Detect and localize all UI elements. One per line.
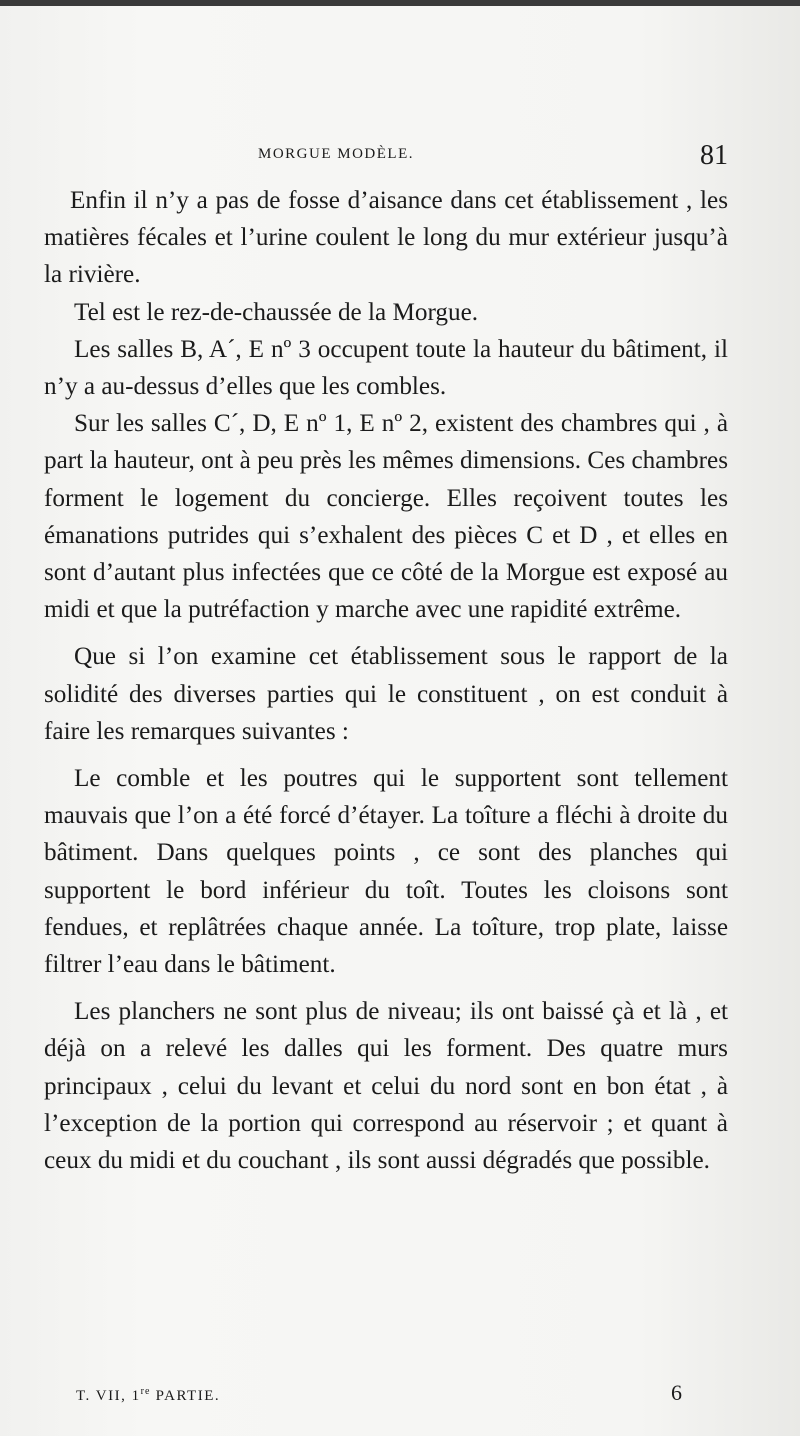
page-number: 81 (700, 140, 728, 171)
paragraph: Les salles B, A´, E nº 3 occupent toute la hauteur du bâtiment, il n’y a au-dessus d’elles que les combles. (44, 335, 728, 401)
paragraph: Le comble et les poutres qui le supportent sont tellement mauvais que l’on a été forcé d’étayer. La toîture a fléchi à droite du bâtiment. Dans quelques points , ce sont des planches qui supportent le bord inférieur du toît. Toutes les cloisons sont fendues, et replâtrées chaque année. La toîture, trop plate, laisse filtrer l’eau dans le bâtiment. (44, 765, 728, 979)
signature-volume: T. VII, 1 (76, 1388, 141, 1404)
paragraph: Sur les salles C´, D, E nº 1, E nº 2, existent des chambres qui , à part la hauteur, ont à peu près les mêmes dimensions. Ces chambres forment le logement du concierge. Elles reçoivent toutes les émanations putrides qui s’exhalent des pièces C et D , et elles en sont d’autant plus infectées que ce côté de la Morgue est exposé au midi et que la putréfaction y marche avec une rapidité extrême. (44, 410, 728, 624)
signature-superscript: re (140, 1386, 151, 1397)
paragraph: Tel est le rez-de-chaussée de la Morgue. (74, 298, 479, 326)
running-title: MORGUE MODÈLE. (258, 146, 414, 162)
paragraph: Enfin il n’y a pas de fosse d’aisance dans cet établissement , les matières fécales et l’urine coulent le long du mur extérieur jusqu’à la rivière. (44, 187, 728, 289)
page-header (44, 142, 728, 182)
page-footer (76, 1380, 682, 1416)
paragraph: Les planchers ne sont plus de niveau; ils ont baissé çà et là , et déjà on a relevé les dalles qui les forment. Des quatre murs principaux , celui du levant et celui du nord sont en bon état , à l’exception de la portion qui correspond au réservoir ; et quant à ceux du midi et du couchant , ils sont aussi dégradés que possible. (44, 998, 728, 1175)
paragraph: Que si l’on examine cet établissement sous le rapport de la solidité des diverses parties qui le constituent , on est conduit à faire les remarques suivantes : (44, 643, 728, 745)
sheet-number: 6 (671, 1380, 682, 1405)
signature-part: PARTIE. (150, 1388, 221, 1404)
body-text (44, 182, 728, 1179)
signature-mark (76, 1386, 220, 1405)
